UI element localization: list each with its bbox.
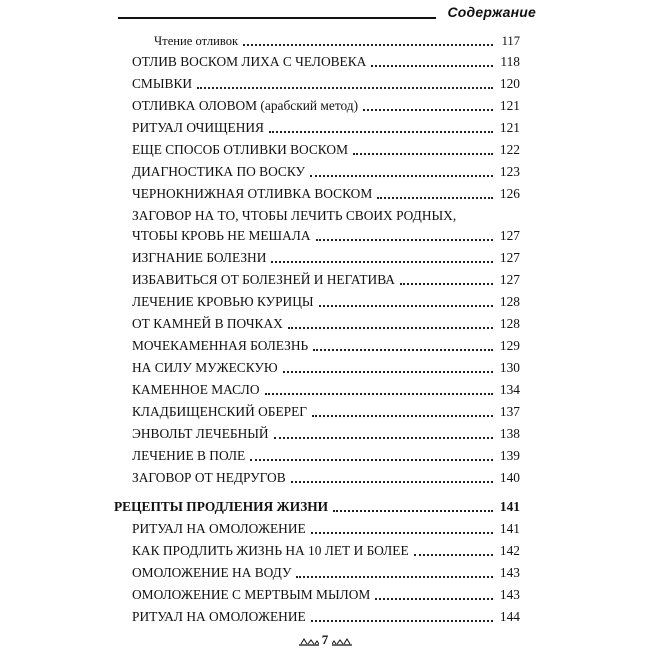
toc-entry: [114, 270, 520, 290]
toc-entry: [114, 563, 520, 583]
toc-entry-page: 128: [499, 316, 520, 331]
dot-leader: [269, 131, 493, 133]
toc-entry: [114, 424, 520, 444]
toc-entry-title: Чтение отливок: [154, 34, 239, 48]
decorative-ornament-icon: [332, 637, 352, 646]
toc-entry: [114, 162, 520, 182]
dot-leader: [414, 554, 493, 556]
toc-entry-title: ОТ КАМНЕЙ В ПОЧКАХ: [132, 316, 283, 331]
dot-leader: [311, 620, 493, 622]
toc-entry-title: ОТЛИВ ВОСКОМ ЛИХА С ЧЕЛОВЕКА: [132, 54, 367, 69]
toc-entry-page: 126: [499, 186, 520, 201]
toc-entry: [114, 402, 520, 422]
toc-entry-page: 128: [499, 294, 520, 309]
dot-leader: [274, 437, 493, 439]
toc-section-title: РЕЦЕПТЫ ПРОДЛЕНИЯ ЖИЗНИ: [114, 499, 329, 514]
toc-entry: [114, 519, 520, 539]
toc-entry-title: ОТЛИВКА ОЛОВОМ (арабский метод): [132, 98, 359, 113]
dot-leader: [243, 44, 493, 46]
toc-entry: [114, 140, 520, 160]
toc-entry-title: ИЗБАВИТЬСЯ ОТ БОЛЕЗНЕЙ И НЕГАТИВА: [132, 272, 395, 287]
toc-entry: [114, 358, 520, 378]
dot-leader: [250, 459, 493, 461]
toc-entry: [114, 607, 520, 627]
dot-leader: [283, 371, 493, 373]
toc-entry-title: ДИАГНОСТИКА ПО ВОСКУ: [132, 164, 305, 179]
toc-entry-page: 137: [499, 404, 520, 419]
toc-entry-page: 141: [499, 521, 520, 536]
toc-entry-page: 127: [499, 250, 520, 265]
toc-entry-page: 121: [499, 120, 520, 135]
toc-entry-page: 143: [499, 565, 520, 580]
dot-leader: [312, 415, 493, 417]
toc-entry-title: ЧТОБЫ КРОВЬ НЕ МЕШАЛА: [132, 228, 311, 243]
toc-entry-title: ЛЕЧЕНИЕ В ПОЛЕ: [132, 448, 246, 463]
toc-entry-page: 127: [499, 272, 520, 287]
toc-section-entry: [114, 497, 520, 517]
page-footer: [0, 632, 650, 648]
dot-leader: [311, 532, 493, 534]
toc-entry-title: РИТУАЛ НА ОМОЛОЖЕНИЕ: [132, 609, 306, 624]
toc-entry-page: 117: [501, 34, 520, 48]
dot-leader: [375, 598, 493, 600]
toc-entry-title: НА СИЛУ МУЖЕСКУЮ: [132, 360, 278, 375]
dot-leader: [313, 349, 493, 351]
toc-entry-page: 121: [499, 98, 520, 113]
toc-entry-title: ЧЕРНОКНИЖНАЯ ОТЛИВКА ВОСКОМ: [132, 186, 373, 201]
toc-entry-title: ЗАГОВОР ОТ НЕДРУГОВ: [132, 470, 286, 485]
toc-entry-title: МОЧЕКАМЕННАЯ БОЛЕЗНЬ: [132, 338, 309, 353]
toc-entry: [114, 31, 520, 51]
toc-entry: [114, 585, 520, 605]
dot-leader: [291, 481, 493, 483]
toc-entry-page: 139: [499, 448, 520, 463]
dot-leader: [316, 239, 494, 241]
dot-leader: [377, 197, 493, 199]
toc-entry-title: РИТУАЛ НА ОМОЛОЖЕНИЕ: [132, 521, 306, 536]
toc-entry: [114, 468, 520, 488]
toc-entry-title: ЕЩЕ СПОСОБ ОТЛИВКИ ВОСКОМ: [132, 142, 348, 157]
running-header-title: Содержание: [447, 4, 536, 20]
toc-entry-page: 138: [499, 426, 520, 441]
toc-entry-page: 141: [499, 499, 520, 514]
toc-entry-title: КЛАДБИЩЕНСКИЙ ОБЕРЕГ: [132, 404, 307, 419]
toc-entry: [114, 184, 520, 204]
toc-entry-title: ЛЕЧЕНИЕ КРОВЬЮ КУРИЦЫ: [132, 294, 314, 309]
dot-leader: [353, 153, 493, 155]
dot-leader: [363, 109, 493, 111]
toc-entry: [114, 52, 520, 72]
toc-entry-page: 142: [499, 543, 520, 558]
dot-leader: [400, 283, 493, 285]
toc-entry-title: ОМОЛОЖЕНИЕ С МЕРТВЫМ МЫЛОМ: [132, 587, 371, 602]
toc-entry-title: ЭНВОЛЬТ ЛЕЧЕБНЫЙ: [132, 426, 269, 441]
toc-entry: [114, 380, 520, 400]
toc-entry-title: КАК ПРОДЛИТЬ ЖИЗНЬ НА 10 ЛЕТ И БОЛЕЕ: [132, 543, 409, 558]
toc-entry-page: 140: [499, 470, 520, 485]
dot-leader: [319, 305, 493, 307]
toc-entry-page: 120: [499, 76, 520, 91]
toc-entry: [114, 248, 520, 268]
toc-entry: [114, 226, 520, 246]
toc-entry: [114, 292, 520, 312]
toc-entry-page: 122: [499, 142, 520, 157]
toc-entry-page: 123: [499, 164, 520, 179]
toc-entry-title: ОМОЛОЖЕНИЕ НА ВОДУ: [132, 565, 292, 580]
toc-entry-title: ИЗГНАНИЕ БОЛЕЗНИ: [132, 250, 267, 265]
dot-leader: [288, 327, 493, 329]
toc-entry-title-first-line: ЗАГОВОР НА ТО, ЧТОБЫ ЛЕЧИТЬ СВОИХ РОДНЫХ,: [132, 208, 457, 223]
toc-entry: [114, 96, 520, 116]
toc-entry-page: 129: [499, 338, 520, 353]
toc-entry-page: 118: [500, 54, 520, 69]
toc-entry-page: 144: [499, 609, 520, 624]
toc-entry-page: 134: [499, 382, 520, 397]
toc-entry: [114, 336, 520, 356]
decorative-ornament-icon: [299, 637, 319, 646]
toc-entry-page: 127: [499, 228, 520, 243]
dot-leader: [265, 393, 494, 395]
toc-entry: [114, 74, 520, 94]
toc-entry-title: КАМЕННОЕ МАСЛО: [132, 382, 260, 397]
toc-entry-page: 143: [499, 587, 520, 602]
dot-leader: [310, 175, 493, 177]
toc-entry-title: СМЫВКИ: [132, 76, 193, 91]
dot-leader: [371, 65, 493, 67]
dot-leader: [197, 87, 493, 89]
page-number: 7: [321, 632, 329, 647]
table-of-contents: [114, 0, 520, 650]
dot-leader: [296, 576, 493, 578]
toc-entry-page: 130: [499, 360, 520, 375]
toc-entry: [114, 541, 520, 561]
toc-entry: [114, 118, 520, 138]
dot-leader: [333, 510, 493, 512]
toc-entry: [114, 446, 520, 466]
dot-leader: [271, 261, 493, 263]
toc-entry: [114, 314, 520, 334]
toc-entry-title: РИТУАЛ ОЧИЩЕНИЯ: [132, 120, 264, 135]
